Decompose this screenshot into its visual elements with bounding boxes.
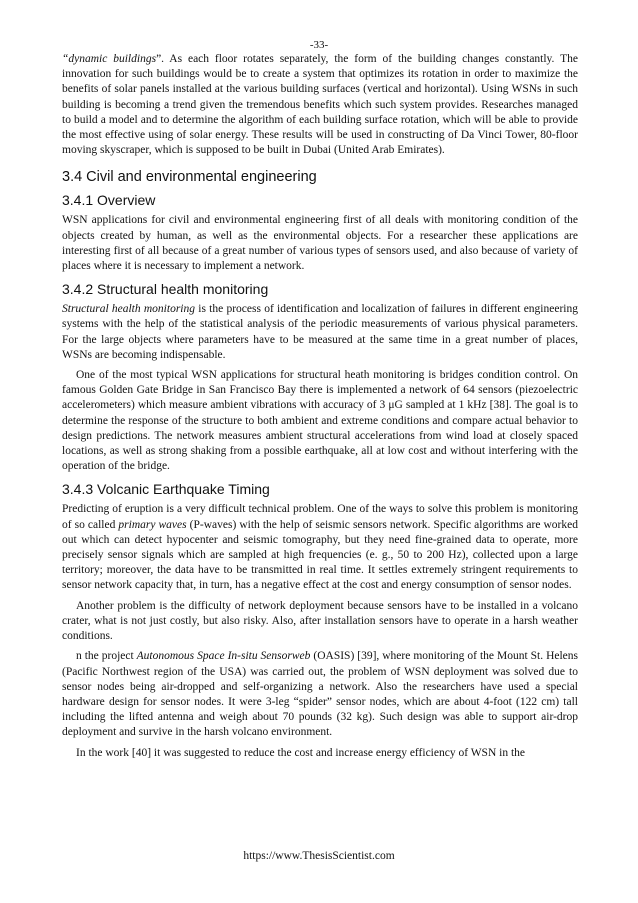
section-heading-3-4-2: 3.4.2 Structural health monitoring [62,281,269,298]
footer-url[interactable]: https://www.ThesisScientist.com [243,850,395,862]
page-content [62,52,578,761]
volcano-p3-text-b: (OASIS) [39], where monitoring of the Mount St. Helens (Pacific Northwest region of the USA) was carried out, the problem of WSN deployment was solved due to sensor nodes being air-dropped and self-organizing a network. Also the researchers have used a special hardware design for sensor nodes. It were 3-leg “spider” sensor nodes, which are about 4-foot (122 cm) tall including the lifted antenna and weigh about 70 pounds (32 kg). Such design was able to support air-drop deployment and survive in the harsh volcano environment. [62,650,578,739]
page-number: -33- [309,39,329,51]
section-heading-3-4-1: 3.4.1 Overview [62,192,156,209]
shm-paragraph-1 [62,302,578,363]
volcano-p3-text-a: n the project [76,650,137,663]
volcano-p1-text-b: (P-waves) with the help of seismic sensors network. Specific algorithms are worked out which can detect hypocenter and seismic tomography, but they need fine-grained data to operate, more precisely sensor signals which are sampled at high frequencies (e. g., 50 to 200 Hz), collected upon a large territory; moreover, the data have to be transmitted in real time. It settles extremely stringent requirements to sensor network capacity that, in turn, has a negative effect at the cost and energy consumption of sensor nodes. [62,518,578,592]
section-heading-3-4-3: 3.4.3 Volcanic Earthquake Timing [62,481,270,498]
volcano-paragraph-3 [62,649,578,740]
shm-paragraph-1-text: is the process of identification and localization of failures in different engineering systems with the help of the statistical analysis of the periodic measurements of various physical parameters. For the large objects where parameters have to be measured at the same time in a great number of places, WSNs are becoming indispensable. [62,303,578,361]
volcano-paragraph-2: Another problem is the difficulty of network deployment because sensors have to be installed in a volcano crater, what is not just costly, but also risky. Also, after installation sensors have to operate in a harsh weather conditions. [62,599,578,643]
intro-emphasis: “dynamic buildings [62,53,157,65]
volcano-paragraph-1 [62,502,578,593]
shm-paragraph-2: One of the most typical WSN applications for structural heath monitoring is bridges condition control. On famous Golden Gate Bridge in San Francisco Bay there is implemented a network of 64 sensors (piezoelectric accelerometers) which measure ambient vibrations with accuracy of 3 μG sampled at 1 kHz [38]. The goal is to determine the response of the structure to both ambient and extreme conditions and compare actual behavior to design predictions. The network measures ambient structural accelerations from wind load at closely spaced locations, as well as strong shaking from a possible earthquake, all at low cost and without interfering with the operation of the bridge. [62,369,578,473]
volcano-p1-text-a: Predicting of eruption is a very difficult technical problem. One of the ways to solve this problem is monitoring of so called [62,503,578,531]
primary-waves-term: primary waves [118,518,187,531]
section-heading-3-4: 3.4 Civil and environmental engineering [62,169,317,186]
volcano-paragraph-4: In the work [40] it was suggested to reduce the cost and increase energy efficiency of WSN in the [76,746,525,759]
intro-paragraph [62,52,578,158]
intro-text: ”. As each floor rotates separately, the form of the building changes constantly. The innovation for such buildings would be to create a system that optimizes its rotation in order to maximize the benefits of solar panels installed at the various building surfaces (vertical and horizontal). Using WSNs in such building is becoming a trend given the tremendous benefits which such system provides. Researches managed to build a model and to determine the algorithm of each building surface rotation, which will be able to provide the most effective using of solar energy. These results will be used in constructing of Da Vinci Tower, 80-floor moving skyscraper, which is supposed to be built in Dubai (United Arab Emirates). [62,53,578,157]
oasis-term: Autonomous Space In-situ Sensorweb [136,650,311,663]
shm-term: Structural health monitoring [62,303,195,316]
overview-paragraph: WSN applications for civil and environmental engineering first of all deals with monitoring condition of the objects created by human, as well as the environmental objects. For a researcher these applications are interesting first of all because of a great number of various types of sensors used, and also because of variety of places where it is necessary to implement a network. [62,214,578,273]
